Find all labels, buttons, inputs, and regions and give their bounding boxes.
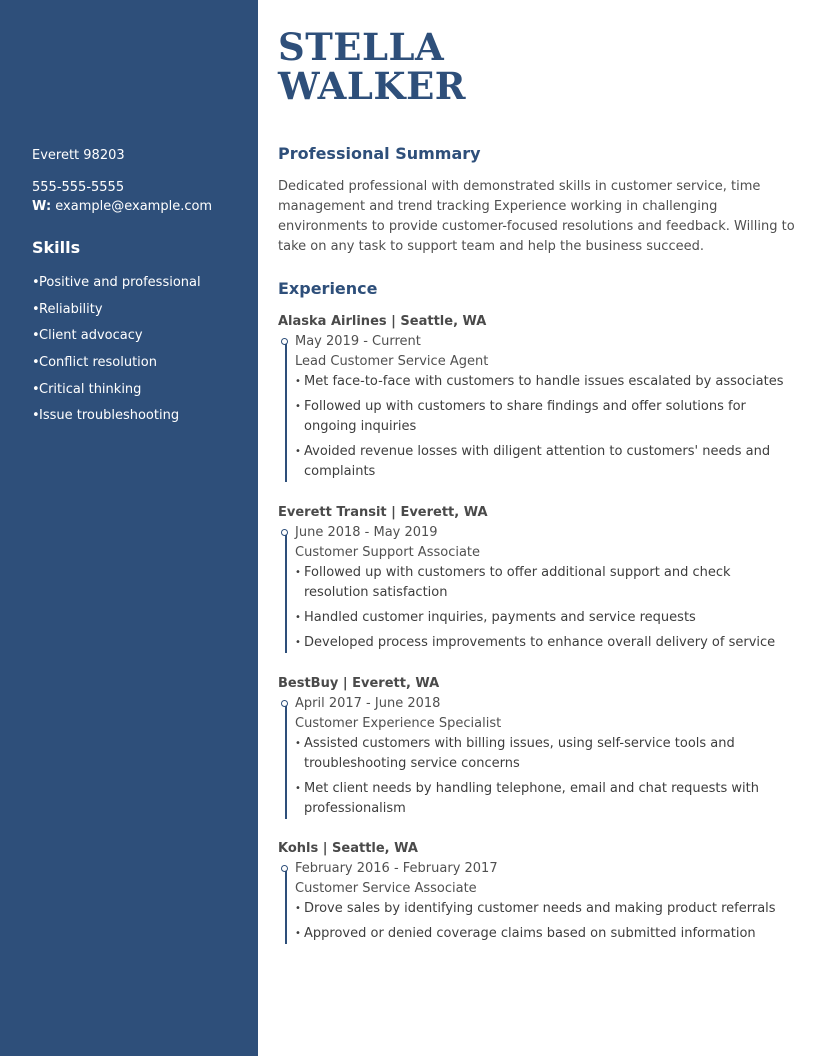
address: Everett 98203 xyxy=(32,148,125,163)
job-dates: June 2018 - May 2019 xyxy=(295,525,438,540)
phone: 555-555-5555 xyxy=(32,180,125,195)
job-bullet: • Followed up with customers to share findings and offer solutions for ongoing inquiries xyxy=(295,397,798,437)
job-bullet: • Handled customer inquiries, payments and service requests xyxy=(295,608,798,628)
skill-item: •Critical thinking xyxy=(32,381,142,397)
last-name: WALKER xyxy=(278,64,467,108)
job-bullet: • Developed process improvements to enhance overall delivery of service xyxy=(295,633,798,653)
job-bullet: • Followed up with customers to offer additional support and check resolution satisfaction xyxy=(295,563,798,603)
timeline-marker-icon xyxy=(281,529,288,536)
timeline-marker-icon xyxy=(281,865,288,872)
job-timeline xyxy=(278,332,798,482)
job-bullets xyxy=(295,734,798,819)
job-bullet: • Avoided revenue losses with diligent attention to customers' needs and complaints xyxy=(295,442,798,482)
job-entry xyxy=(278,839,798,949)
job-entry xyxy=(278,674,798,824)
job-timeline xyxy=(278,859,798,944)
job-role: Customer Service Associate xyxy=(295,881,477,896)
job-employer: Kohls | Seattle, WA xyxy=(278,841,418,856)
job-dates: April 2017 - June 2018 xyxy=(295,696,441,711)
job-bullets xyxy=(295,372,798,482)
first-name: STELLA xyxy=(278,25,445,69)
contact-block xyxy=(32,146,212,216)
skills-heading: Skills xyxy=(32,238,81,257)
skill-item: •Positive and professional xyxy=(32,275,201,290)
skill-item: •Client advocacy xyxy=(32,328,143,344)
skill-item: •Issue troubleshooting xyxy=(32,408,180,424)
job-role: Customer Support Associate xyxy=(295,545,481,560)
job-dates: February 2016 - February 2017 xyxy=(295,861,498,876)
job-bullet: • Met client needs by handling telephone, email and chat requests with professionalism xyxy=(295,779,798,819)
job-bullet: • Assisted customers with billing issues, using self-service tools and troubleshooting service concerns xyxy=(295,734,798,774)
skill-item: •Conflict resolution xyxy=(32,355,157,371)
summary-heading: Professional Summary xyxy=(278,144,481,163)
email-line xyxy=(32,197,212,216)
job-employer: Alaska Airlines | Seattle, WA xyxy=(278,314,487,329)
email: example@example.com xyxy=(55,199,213,214)
summary-text: Dedicated professional with demonstrated skills in customer service, time management and trend tracking Experience working in challenging environments to provide customer-focused resolutions and feedback. Willing to take on any task to support team and help the business succeed. xyxy=(278,179,795,254)
job-dates: May 2019 - Current xyxy=(295,334,421,349)
job-timeline xyxy=(278,694,798,819)
job-bullet: • Approved or denied coverage claims based on submitted information xyxy=(295,924,798,944)
experience-heading: Experience xyxy=(278,279,378,298)
sidebar xyxy=(0,0,258,1056)
job-entry xyxy=(278,312,798,487)
job-employer: BestBuy | Everett, WA xyxy=(278,676,440,691)
job-role: Customer Experience Specialist xyxy=(295,716,502,731)
job-bullets xyxy=(295,563,798,653)
candidate-name xyxy=(278,25,467,108)
timeline-marker-icon xyxy=(281,700,288,707)
job-entry xyxy=(278,503,798,658)
job-bullets xyxy=(295,899,798,944)
timeline-marker-icon xyxy=(281,338,288,345)
job-role: Lead Customer Service Agent xyxy=(295,354,489,369)
email-label: W: xyxy=(32,199,52,214)
skill-item: •Reliability xyxy=(32,301,103,317)
job-employer: Everett Transit | Everett, WA xyxy=(278,505,488,520)
job-timeline xyxy=(278,523,798,653)
job-bullet: • Drove sales by identifying customer needs and making product referrals xyxy=(295,899,798,919)
skills-list xyxy=(32,273,201,433)
job-bullet: • Met face-to-face with customers to handle issues escalated by associates xyxy=(295,372,798,392)
